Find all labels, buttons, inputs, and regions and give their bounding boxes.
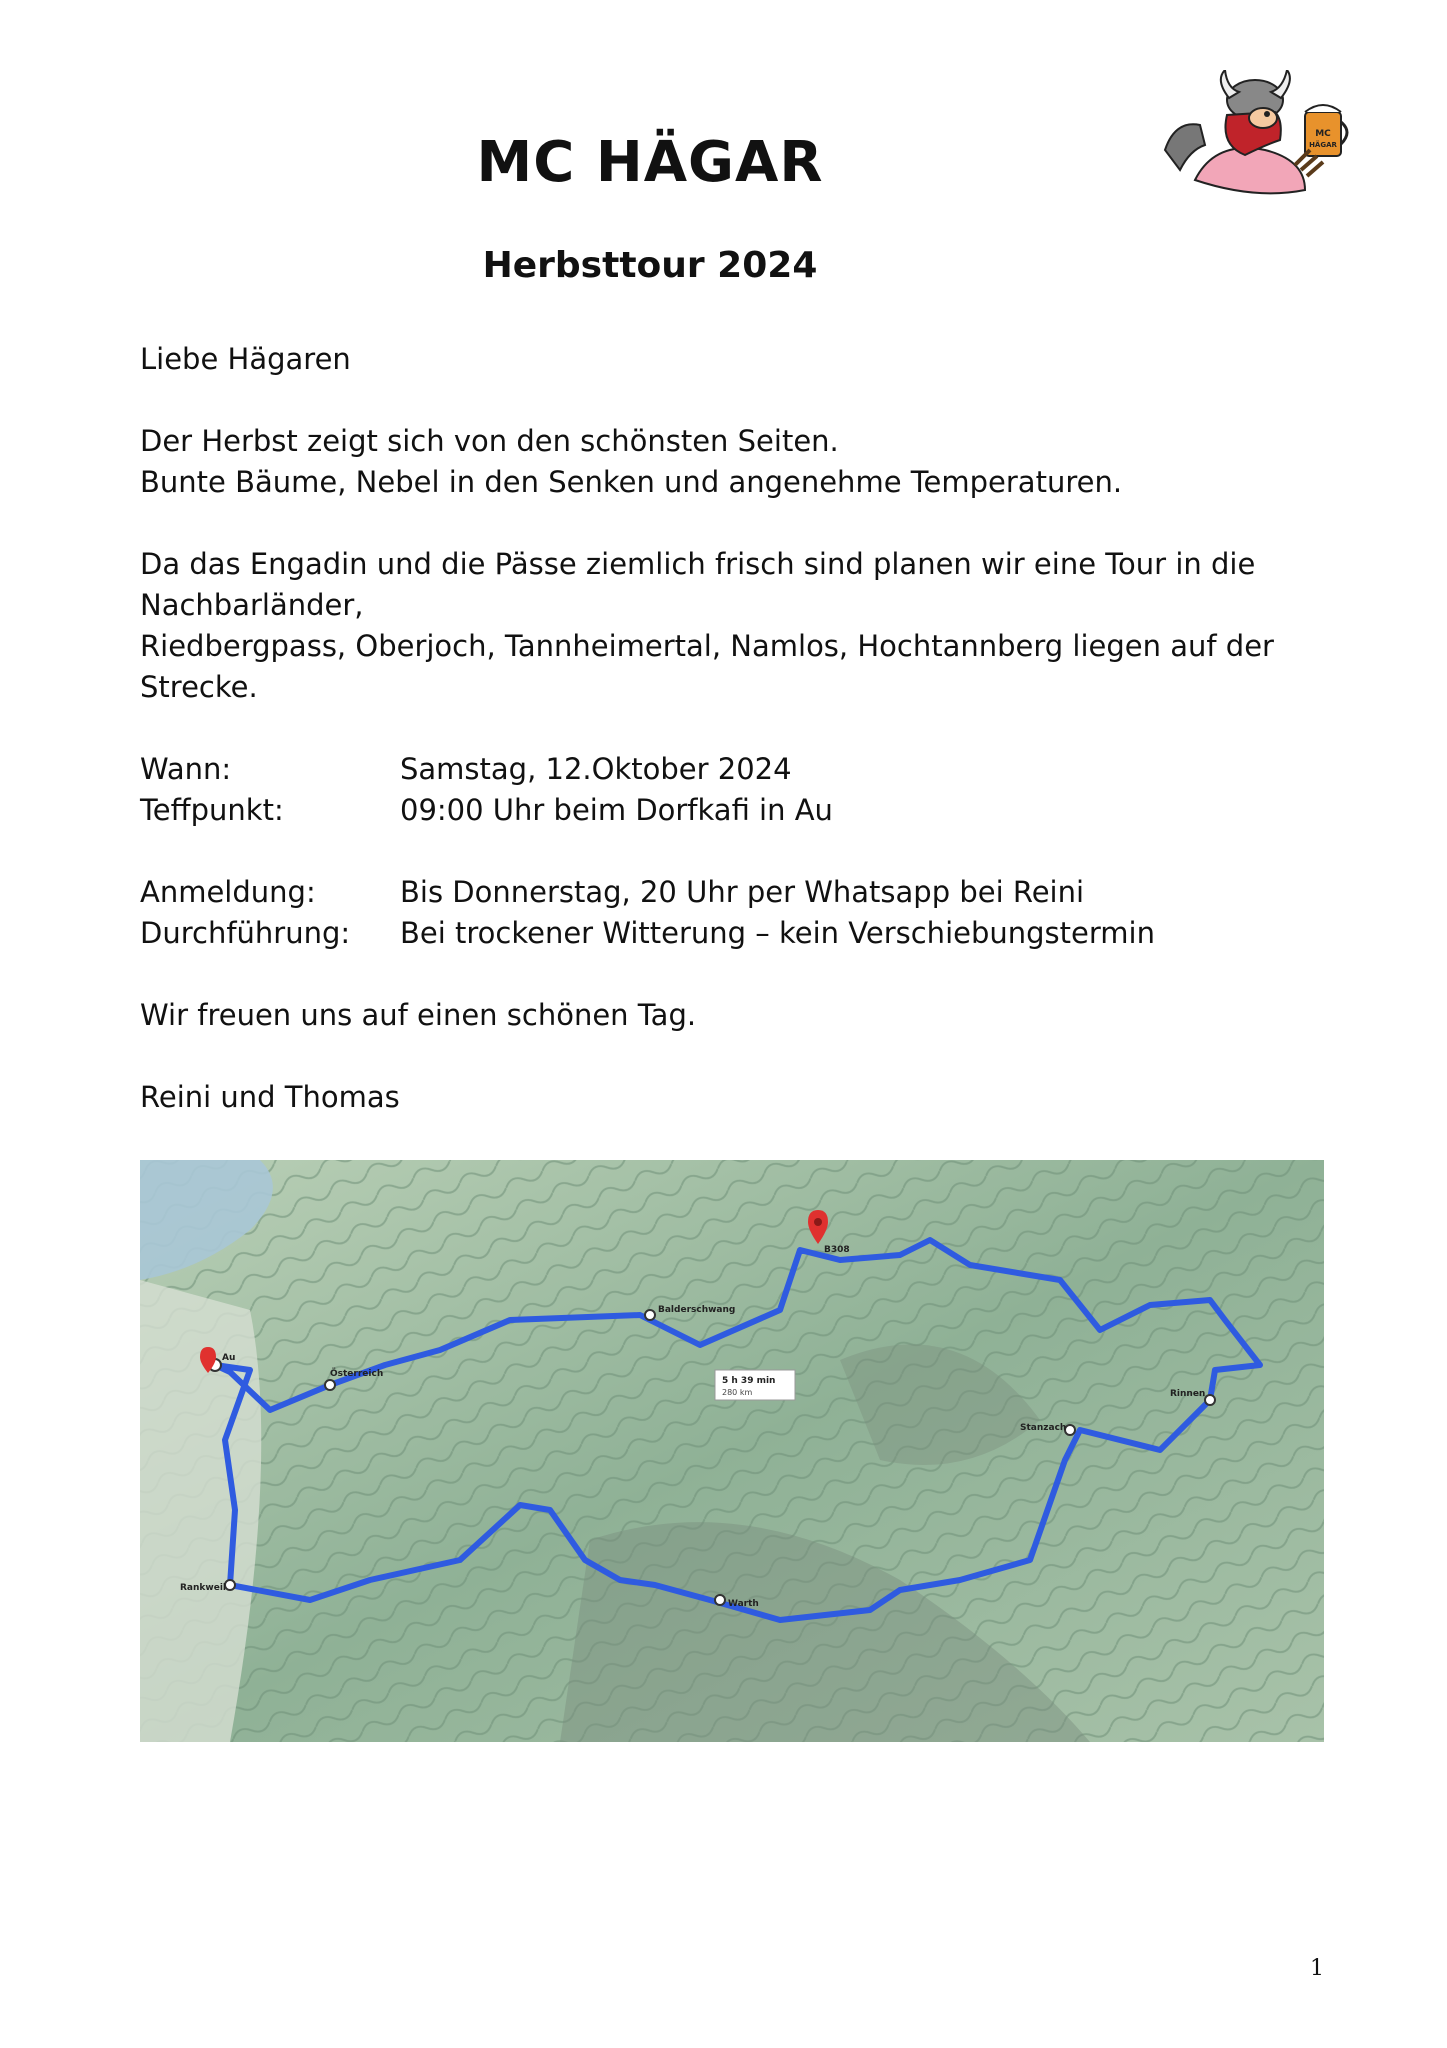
detail-value: Bis Donnerstag, 20 Uhr per Whatsapp bei Reini (400, 875, 1085, 909)
detail-label: Wann: (140, 752, 232, 786)
map-label-b308: B308 (824, 1245, 850, 1255)
svg-text:MC: MC (1315, 129, 1331, 139)
detail-meeting-point (140, 790, 833, 831)
body-line-2: Bunte Bäume, Nebel in den Senken und angenehme Temperaturen. (140, 465, 1123, 499)
route-map (140, 1160, 1324, 1742)
detail-label: Durchführung: (140, 916, 351, 950)
route-info-box (715, 1370, 795, 1400)
detail-execution (140, 913, 1155, 954)
page-subtitle: Herbsttour 2024 (482, 245, 818, 286)
body-line-4: Nachbarländer, (140, 588, 364, 622)
detail-label: Teffpunkt: (140, 793, 284, 827)
route-map-svg (140, 1160, 1324, 1742)
map-label-rinnen: Rinnen (1170, 1389, 1206, 1399)
page-number: 1 (1310, 1956, 1324, 1981)
map-label-warth: Warth (728, 1599, 759, 1609)
page-title: MC HÄGAR (476, 130, 824, 195)
detail-value: Bei trockener Witterung – kein Verschiebungstermin (400, 916, 1155, 950)
detail-registration (140, 872, 1084, 913)
detail-label: Anmeldung: (140, 875, 316, 909)
map-label-au: Au (222, 1353, 236, 1363)
map-label-oesterreich: Österreich (330, 1369, 384, 1379)
detail-when (140, 749, 792, 790)
viking-logo (1155, 70, 1355, 200)
body-line-1: Der Herbst zeigt sich von den schönsten Seiten. (140, 424, 839, 458)
map-label-rankweil: Rankweil (180, 1583, 226, 1593)
svg-text:HÄGAR: HÄGAR (1309, 141, 1337, 149)
body-line-6: Strecke. (140, 670, 258, 704)
body-line-5: Riedbergpass, Oberjoch, Tannheimertal, Namlos, Hochtannberg liegen auf der (140, 629, 1274, 663)
greeting: Liebe Hägaren (140, 342, 351, 376)
map-label-stanzach: Stanzach (1020, 1423, 1067, 1433)
body-line-3: Da das Engadin und die Pässe ziemlich frisch sind planen wir eine Tour in die (140, 547, 1256, 581)
detail-value: Samstag, 12.Oktober 2024 (400, 752, 792, 786)
route-distance: 280 km (722, 1388, 753, 1397)
closing-line: Wir freuen uns auf einen schönen Tag. (140, 998, 697, 1032)
route-duration: 5 h 39 min (722, 1376, 776, 1386)
map-label-balderschwang: Balderschwang (658, 1305, 736, 1315)
detail-value: 09:00 Uhr beim Dorfkafi in Au (400, 793, 833, 827)
signature: Reini und Thomas (140, 1080, 400, 1114)
